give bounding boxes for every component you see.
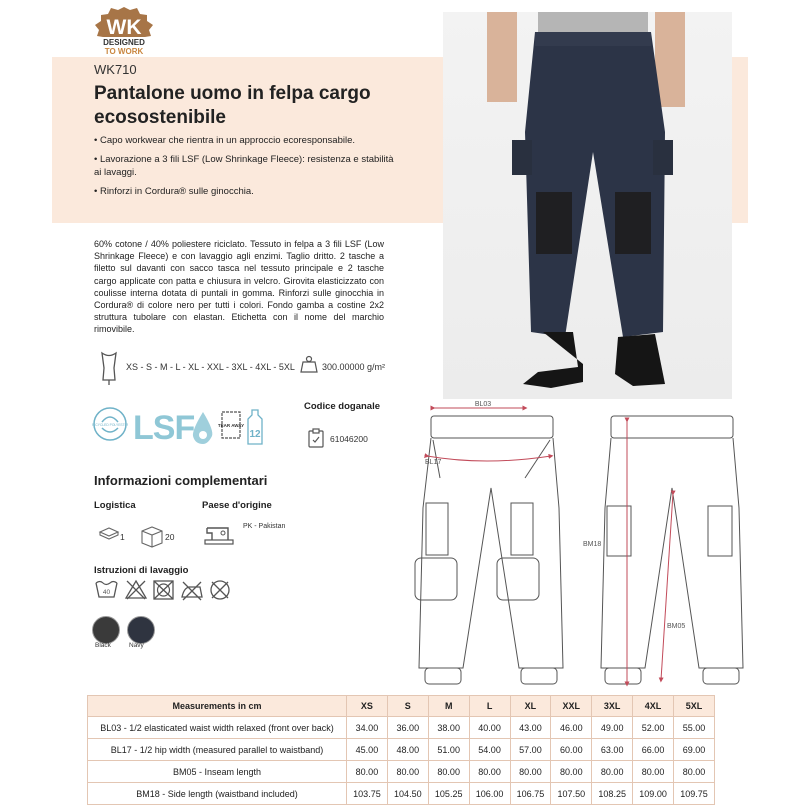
table-cell: 80.00: [428, 761, 469, 783]
table-cell: 80.00: [592, 761, 633, 783]
table-header-row: [88, 696, 715, 717]
table-cell: 80.00: [469, 761, 510, 783]
table-cell: 63.00: [592, 739, 633, 761]
column-header-size: XL: [510, 696, 551, 717]
table-cell: 36.00: [387, 717, 428, 739]
table-cell: 40.00: [469, 717, 510, 739]
table-row: [88, 783, 715, 805]
label-bl03: BL03: [474, 401, 492, 408]
table-cell: 66.00: [633, 739, 674, 761]
table-cell: 69.00: [674, 739, 715, 761]
table-cell: 80.00: [510, 761, 551, 783]
table-cell: 45.00: [347, 739, 388, 761]
carton-box-icon: [140, 524, 164, 553]
table-cell: 80.00: [674, 761, 715, 783]
product-description: 60% cotone / 40% poliestere riciclato. Tessuto in felpa a 3 fili LSF (Low Shrinkage Fleece) e con lavaggio agli enzimi. Taglio dritto. 2 tasche a filetto sul davanti con sacco tasca nel tessuto principale e 2 tasche cargo applicate con patta e chiusura in velcro. Girovita elasticizzato con coulisse interna dotata di puntali in gomma. Rinforzi sulle ginocchia in Cordura® di colore nero per tutti i colori. Fondo gamba a costine 2x2 struttura tubolare con elastan. Etichetta con il nome del marchio rimovibile.: [94, 239, 384, 335]
column-header-size: L: [469, 696, 510, 717]
no-bleach-icon: [126, 581, 146, 599]
lsf-badge: LSF: [133, 409, 195, 447]
water-drop-icon: [190, 410, 216, 451]
table-cell: 104.50: [387, 783, 428, 805]
origin-label: Paese d'origine: [202, 500, 272, 511]
recycled-polyester-icon: [92, 406, 128, 447]
color-name-navy: Navy: [129, 642, 144, 649]
pack-icon: [98, 526, 120, 545]
brand-logo: [93, 6, 155, 56]
pack-quantity: 1: [120, 532, 125, 542]
table-cell: 57.00: [510, 739, 551, 761]
table-cell: 107.50: [551, 783, 592, 805]
wash-40-icon: [96, 582, 117, 598]
bottles-count: 12: [249, 429, 261, 440]
color-swatch-navy[interactable]: [127, 616, 155, 644]
table-cell: 51.00: [428, 739, 469, 761]
plastic-bottles-icon: [244, 408, 266, 451]
weight-icon: [300, 355, 318, 378]
table-cell: 80.00: [633, 761, 674, 783]
column-header-size: 3XL: [592, 696, 633, 717]
table-cell: 106.75: [510, 783, 551, 805]
row-label: BL03 - 1/2 elasticated waist width relaxed (front over back): [88, 717, 347, 739]
customs-heading: Codice doganale: [304, 401, 381, 412]
recycled-label: RECYCLED POLYESTER: [92, 423, 128, 427]
table-cell: 80.00: [387, 761, 428, 783]
table-cell: 80.00: [551, 761, 592, 783]
table-cell: 105.25: [428, 783, 469, 805]
product-title: [94, 82, 424, 130]
table-cell: 103.75: [347, 783, 388, 805]
title-line-1: Pantalone uomo in felpa cargo: [94, 83, 371, 104]
table-cell: 38.00: [428, 717, 469, 739]
measurements-table: [87, 695, 715, 805]
column-header-size: S: [387, 696, 428, 717]
column-header-size: XS: [347, 696, 388, 717]
label-bm18: BM18: [583, 541, 602, 548]
table-cell: 108.25: [592, 783, 633, 805]
table-cell: 49.00: [592, 717, 633, 739]
no-iron-icon: [182, 582, 202, 600]
origin-value: PK - Pakistan: [243, 523, 286, 530]
label-bl17: BL17: [425, 459, 442, 466]
column-header-size: M: [428, 696, 469, 717]
row-label: BL17 - 1/2 hip width (measured parallel to waistband): [88, 739, 347, 761]
logo-line2: TO WORK: [104, 47, 144, 56]
clipboard-icon: [308, 428, 324, 453]
carton-quantity: 20: [165, 532, 175, 542]
column-header-size: XXL: [551, 696, 592, 717]
size-range: XS - S - M - L - XL - XXL - 3XL - 4XL - 5XL: [126, 362, 295, 372]
product-code: WK710: [94, 62, 137, 77]
fabric-weight: 300.00000 g/m²: [322, 362, 386, 372]
feature-list: [94, 134, 394, 204]
technical-drawing: [405, 398, 745, 698]
table-row: [88, 761, 715, 783]
table-body: [88, 717, 715, 805]
table-cell: 109.00: [633, 783, 674, 805]
table-cell: 109.75: [674, 783, 715, 805]
feature-item: • Rinforzi in Cordura® sulle ginocchia.: [94, 186, 254, 197]
label-bm05: BM05: [667, 623, 686, 630]
table-cell: 34.00: [347, 717, 388, 739]
tear-away-text: TEAR AWAY: [218, 423, 244, 428]
feature-item: • Lavorazione a 3 fili LSF (Low Shrinkage Fleece): resistenza e stabilità ai lavaggi.: [94, 154, 394, 178]
table-cell: 46.00: [551, 717, 592, 739]
column-header-size: 4XL: [633, 696, 674, 717]
row-label: BM05 - Inseam length: [88, 761, 347, 783]
mannequin-icon: [98, 350, 120, 391]
table-row: [88, 717, 715, 739]
title-line-2: ecosostenibile: [94, 107, 226, 128]
wash-temp: 40: [102, 589, 111, 596]
no-tumble-dry-icon: [154, 581, 173, 599]
color-name-black: Black: [95, 642, 111, 649]
info-heading: Informazioni complementari: [94, 473, 268, 488]
table-row: [88, 739, 715, 761]
row-label: BM18 - Side length (waistband included): [88, 783, 347, 805]
logistics-label: Logistica: [94, 500, 136, 511]
table-cell: 54.00: [469, 739, 510, 761]
table-cell: 52.00: [633, 717, 674, 739]
no-dry-clean-icon: [211, 581, 229, 599]
sewing-machine-icon: [204, 522, 234, 551]
care-symbols: [94, 578, 238, 607]
table-cell: 106.00: [469, 783, 510, 805]
customs-code: 61046200: [330, 434, 368, 444]
column-header-size: 5XL: [674, 696, 715, 717]
wash-label: Istruzioni di lavaggio: [94, 565, 189, 576]
table-cell: 48.00: [387, 739, 428, 761]
logo-line1: DESIGNED: [103, 38, 145, 47]
feature-item: • Capo workwear che rientra in un approccio ecoresponsabile.: [94, 135, 356, 146]
table-cell: 60.00: [551, 739, 592, 761]
product-photo: [443, 12, 732, 399]
tear-away-label-icon: [218, 408, 244, 449]
logo-letters: WK: [106, 16, 142, 39]
column-header-measurement: Measurements in cm: [88, 696, 347, 717]
table-cell: 55.00: [674, 717, 715, 739]
color-swatch-black[interactable]: [92, 616, 120, 644]
table-cell: 80.00: [347, 761, 388, 783]
table-cell: 43.00: [510, 717, 551, 739]
